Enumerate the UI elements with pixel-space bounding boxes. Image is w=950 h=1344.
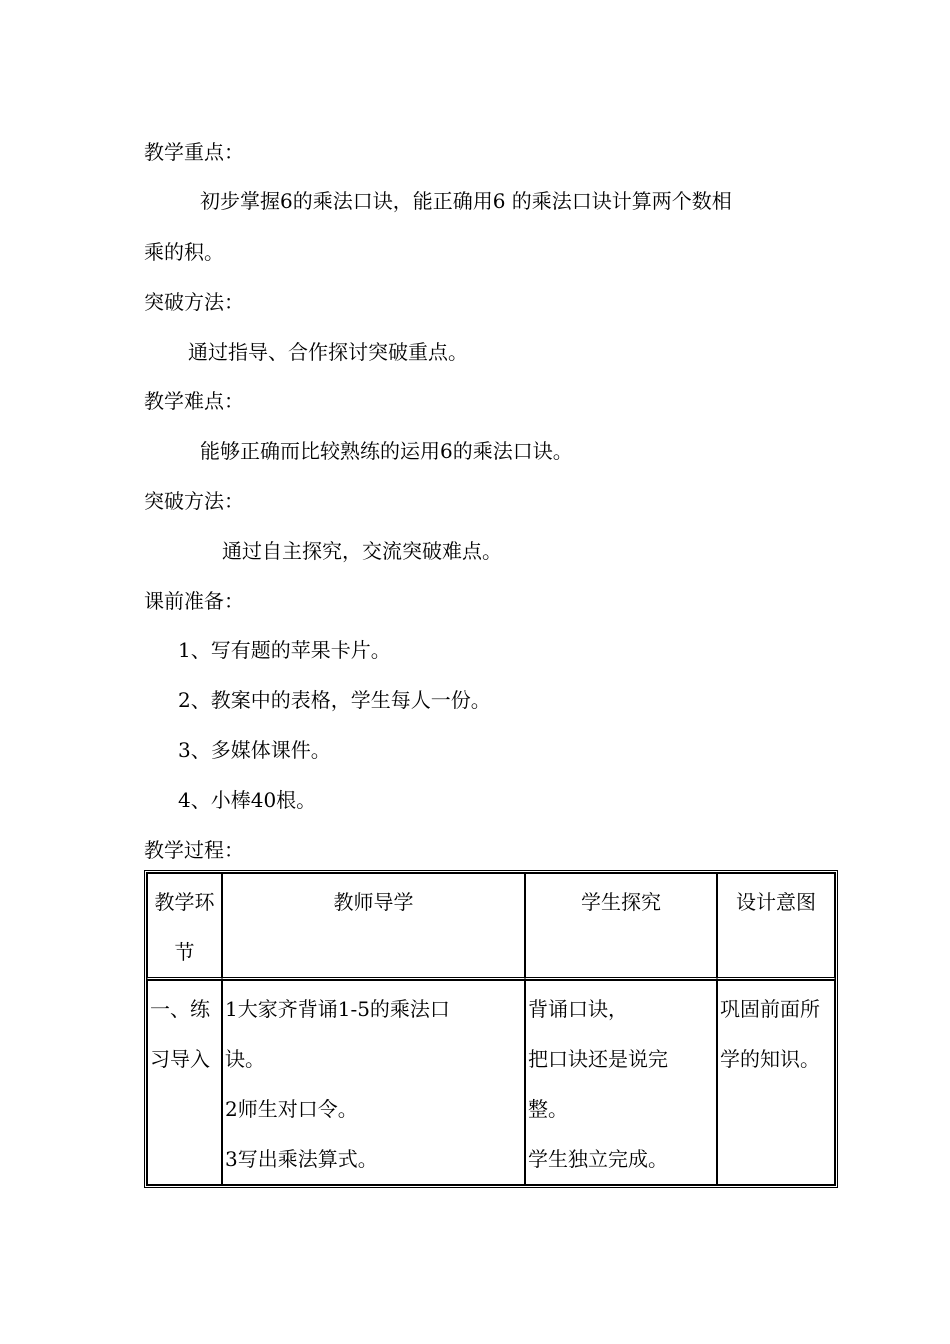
header-teacher-guide-label: 教师导学 [333, 890, 414, 914]
process-heading: 教学过程： [144, 838, 244, 862]
key-points-text-2: 乘的积。 [144, 240, 224, 264]
row-student-line-1: 背诵口诀， [528, 997, 628, 1021]
key-points-heading: 教学重点： [144, 140, 244, 164]
row-teacher-line-4: 3写出乘法算式。 [225, 1147, 378, 1171]
preparation-item-2: 2、教案中的表格，学生每人一份。 [178, 688, 491, 712]
row-student-line-4: 学生独立完成。 [528, 1147, 668, 1171]
row-teacher-cell [222, 980, 525, 1185]
row-teacher-line-1: 1大家齐背诵1-5的乘法口 [225, 997, 450, 1021]
table-row [147, 980, 835, 1185]
breakthrough-text-2: 通过自主探究，交流突破难点。 [222, 539, 502, 563]
row-intent-cell [717, 980, 835, 1185]
row-student-line-3: 整。 [528, 1097, 568, 1121]
row-student-cell [525, 980, 717, 1185]
header-design-intent [717, 873, 835, 980]
header-stage-line-1: 教学环 [154, 890, 215, 914]
breakthrough-heading-1: 突破方法： [144, 290, 244, 314]
row-stage-line-2: 习导入 [150, 1047, 210, 1071]
preparation-item-4: 4、小棒40根。 [178, 788, 317, 812]
row-intent-line-1: 巩固前面所 [720, 997, 820, 1021]
row-stage-line-1: 一、练 [150, 997, 210, 1021]
preparation-heading: 课前准备： [144, 589, 244, 613]
header-stage-line-2: 节 [174, 940, 195, 964]
header-student-explore-label: 学生探究 [581, 890, 661, 914]
row-teacher-line-3: 2师生对口令。 [225, 1097, 358, 1121]
header-student-explore [525, 873, 717, 980]
table-header-row [147, 873, 835, 980]
row-teacher-line-2: 诀。 [225, 1047, 265, 1071]
row-stage-cell [147, 980, 222, 1185]
breakthrough-heading-2: 突破方法： [144, 489, 244, 513]
row-student-line-2: 把口诀还是说完 [528, 1047, 668, 1071]
breakthrough-text-1: 通过指导、合作探讨突破重点。 [188, 340, 468, 364]
header-teacher-guide [222, 873, 525, 980]
key-points-text-1: 初步掌握6的乘法口诀，能正确用6 的乘法口诀计算两个数相 [200, 189, 732, 213]
row-intent-line-2: 学的知识。 [720, 1047, 820, 1071]
header-design-intent-label: 设计意图 [736, 890, 816, 914]
header-stage [147, 873, 222, 980]
difficulty-text: 能够正确而比较熟练的运用6的乘法口诀。 [200, 439, 573, 463]
preparation-item-3: 3、多媒体课件。 [178, 738, 331, 762]
lesson-table [144, 870, 838, 1188]
difficulty-heading: 教学难点： [144, 389, 244, 413]
preparation-item-1: 1、写有题的苹果卡片。 [178, 638, 391, 662]
